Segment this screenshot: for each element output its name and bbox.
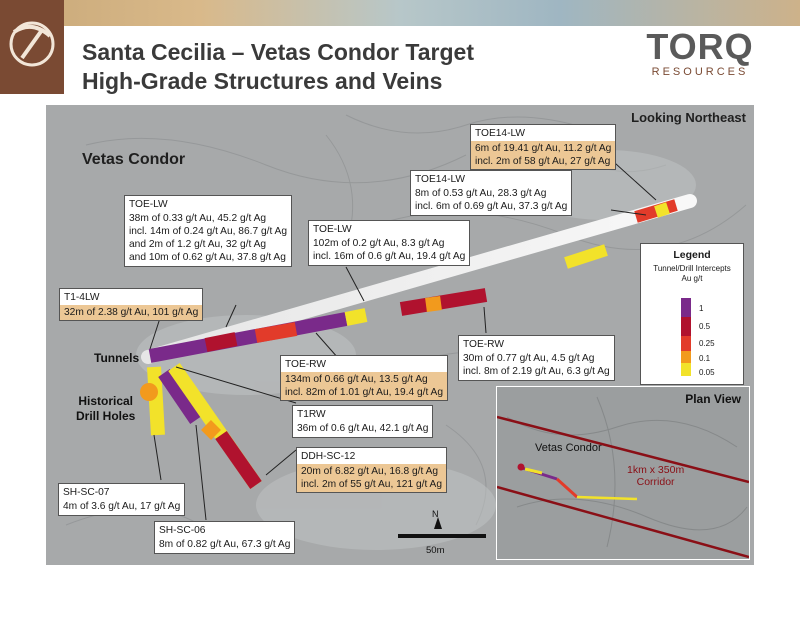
callout-title: T1-4LW	[64, 292, 100, 303]
intercept-segment-d	[426, 303, 441, 305]
drill-collar	[140, 383, 158, 401]
legend-subtitle-line-1: Tunnel/Drill Intercepts	[653, 264, 731, 273]
intercept-segment-a	[206, 339, 236, 345]
brand-subtitle: RESOURCES	[651, 66, 749, 78]
callout-line: 6m of 19.41 g/t Au, 11.2 g/t Ag	[475, 143, 612, 154]
callout-highlight	[60, 305, 202, 320]
callout-title: TOE-RW	[463, 339, 504, 350]
plan-view-inset	[496, 386, 750, 560]
historical-label-line-1: Historical	[78, 394, 134, 408]
callout-line: incl. 14m of 0.24 g/t Au, 86.7 g/t Ag	[129, 226, 288, 237]
legend-subtitle-line-2: Au g/t	[681, 274, 703, 283]
callout-title: SH-SC-06	[159, 525, 206, 536]
legend-title: Legend	[673, 249, 711, 261]
callout-title: TOE14-LW	[475, 128, 526, 139]
historical-label-line-2: Drill Holes	[76, 409, 136, 423]
legend-label-3: 0.25	[699, 339, 715, 348]
drill-hole-sh-sc-07	[154, 367, 158, 435]
legend	[640, 243, 744, 385]
callout-title: TOE-LW	[313, 224, 352, 235]
callout-title: SH-SC-07	[63, 487, 110, 498]
callout-line: 32m of 2.38 g/t Au, 101 g/t Ag	[64, 307, 199, 318]
callout-sh-sc-06	[154, 521, 295, 554]
legend-label-2: 0.5	[699, 322, 711, 331]
title-line-2: High-Grade Structures and Veins	[82, 68, 443, 94]
intercept-toe-rw-east	[401, 295, 486, 309]
callout-ddh-sc-12	[296, 447, 447, 493]
callout-line: incl. 2m of 58 g/t Au, 27 g/t Ag	[475, 156, 611, 167]
tunnels-label: Tunnels	[94, 351, 140, 365]
callout-highlight	[281, 372, 447, 400]
callout-title: T1RW	[297, 409, 326, 420]
callout-toe-rw-2	[280, 355, 448, 401]
callout-line: 36m of 0.6 g/t Au, 42.1 g/t Ag	[297, 423, 429, 434]
callout-title: DDH-SC-12	[301, 451, 356, 462]
callout-line: 134m of 0.66 g/t Au, 13.5 g/t Ag	[285, 374, 428, 385]
callout-t1-4lw	[59, 288, 203, 321]
callout-line: 102m of 0.2 g/t Au, 8.3 g/t Ag	[313, 238, 445, 249]
callout-line: incl. 82m of 1.01 g/t Au, 19.4 g/t Ag	[285, 387, 444, 398]
callout-title: TOE-LW	[129, 199, 168, 210]
plan-view-title: Plan View	[685, 392, 741, 406]
callout-title: TOE-RW	[285, 359, 326, 370]
drill-hole-segment	[206, 425, 216, 435]
map-panel	[46, 105, 754, 565]
callout-line: incl. 8m of 2.19 g/t Au, 6.3 g/t Ag	[463, 366, 610, 377]
plan-tunnel-segment	[525, 469, 542, 473]
callout-toe14-lw-b	[410, 170, 572, 216]
intercept-toe14-lw-hg	[656, 208, 668, 212]
callout-line: 38m of 0.33 g/t Au, 45.2 g/t Ag	[129, 213, 267, 224]
header-banner	[0, 0, 800, 26]
corridor-line-2: Corridor	[636, 476, 675, 488]
area-title: Vetas Condor	[82, 151, 186, 168]
legend-swatch-4	[681, 351, 691, 363]
legend-swatch-3	[681, 336, 691, 351]
callout-line: 30m of 0.77 g/t Au, 4.5 g/t Ag	[463, 353, 595, 364]
page-title	[82, 38, 474, 96]
plan-drill-holes	[557, 479, 577, 497]
legend-label-5: 0.05	[699, 368, 715, 377]
callout-line: and 2m of 1.2 g/t Au, 32 g/t Ag	[129, 239, 267, 250]
view-direction-label: Looking Northeast	[631, 110, 746, 125]
legend-label-4: 0.1	[699, 354, 711, 363]
title-line-1: Santa Cecilia – Vetas Condor Target	[82, 39, 474, 65]
intercept-segment-c	[346, 315, 366, 319]
legend-subtitle	[641, 264, 743, 284]
pickaxe-icon	[0, 0, 64, 94]
callout-highlight	[471, 141, 615, 169]
callout-sh-sc-07	[58, 483, 185, 516]
callout-toe-lw-2	[308, 220, 470, 266]
plan-view-svg	[497, 387, 749, 559]
callout-toe-lw-1	[124, 195, 292, 267]
callout-highlight	[297, 464, 446, 492]
plan-tunnel-east	[577, 497, 637, 499]
callout-t1rw	[292, 405, 433, 438]
drill-hole-ddh-sc-12-hg	[221, 435, 256, 485]
historical-drill-holes-label	[76, 394, 135, 424]
brand-name: TORQ	[646, 26, 754, 67]
callout-line: 8m of 0.53 g/t Au, 28.3 g/t Ag	[415, 188, 547, 199]
legend-swatch-2	[681, 317, 691, 336]
corridor-line-1: 1km x 350m	[627, 464, 685, 476]
plan-marker	[518, 464, 525, 471]
callout-line: 8m of 0.82 g/t Au, 67.3 g/t Ag	[159, 539, 291, 550]
intercept-toe-lw	[566, 250, 606, 263]
callout-line: incl. 16m of 0.6 g/t Au, 19.4 g/t Ag	[313, 251, 466, 262]
callout-toe-rw-1	[458, 335, 615, 381]
corridor-label	[627, 464, 684, 488]
callout-line: 4m of 3.6 g/t Au, 17 g/t Ag	[63, 501, 181, 512]
brand-logo	[640, 28, 760, 78]
scale-label: 50m	[426, 545, 445, 556]
legend-swatch-5	[681, 363, 691, 376]
callout-line: incl. 2m of 55 g/t Au, 121 g/t Ag	[301, 479, 443, 490]
legend-label-1: 1	[699, 304, 704, 313]
north-label: N	[432, 509, 439, 519]
company-logo	[0, 0, 64, 94]
callout-toe14-lw-a	[470, 124, 616, 170]
callout-line: 20m of 6.82 g/t Au, 16.8 g/t Ag	[301, 466, 439, 477]
intercept-segment-b	[256, 329, 296, 336]
callout-line: and 10m of 0.62 g/t Au, 37.8 g/t Ag	[129, 252, 286, 263]
callout-title: TOE14-LW	[415, 174, 466, 185]
legend-swatch-1	[681, 298, 691, 317]
plan-area-label: Vetas Condor	[535, 442, 602, 454]
callout-line: incl. 6m of 0.69 g/t Au, 37.3 g/t Ag	[415, 201, 568, 212]
